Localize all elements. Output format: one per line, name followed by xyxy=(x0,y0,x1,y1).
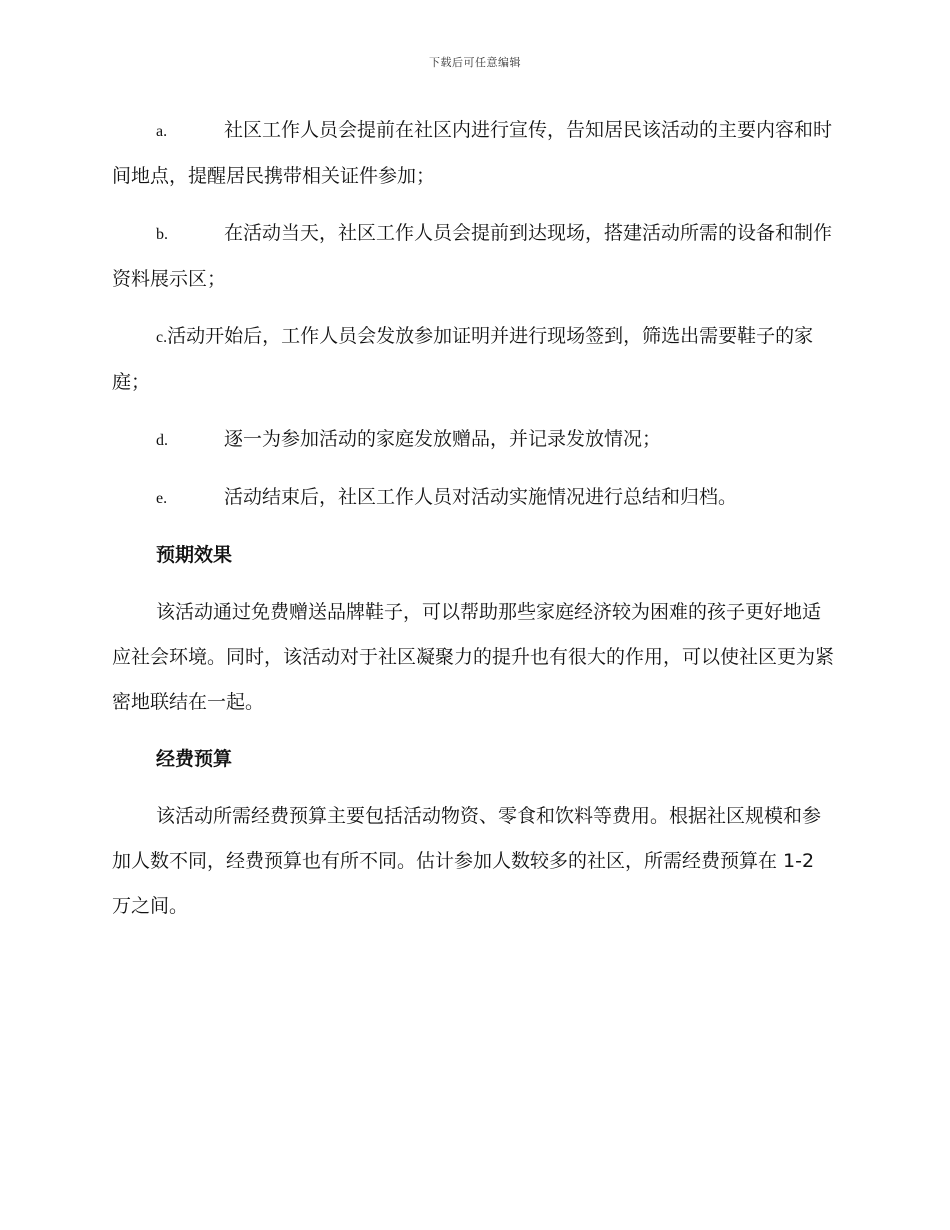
list-item xyxy=(112,417,834,463)
list-item xyxy=(112,475,834,521)
list-item xyxy=(112,108,834,199)
list-item-text: 在活动当天，社区工作人员会提前到达现场，搭建活动所需的设备和制作资料展示区； xyxy=(112,222,833,290)
list-item-text: 社区工作人员会提前在社区内进行宣传，告知居民该活动的主要内容和时间地点，提醒居民携带相关证件参加； xyxy=(112,119,833,187)
list-marker: e. xyxy=(156,490,168,507)
list-item-text: 活动结束后，社区工作人员对活动实施情况进行总结和归档。 xyxy=(224,486,738,508)
page-header: 下载后可任意编辑 xyxy=(429,56,521,69)
list-item xyxy=(112,211,834,302)
section-paragraph-budget: 该活动所需经费预算主要包括活动物资、零食和饮料等费用。根据社区规模和参加人数不同，经费预算也有所不同。估计参加人数较多的社区，所需经费预算在 1-2 万之间。 xyxy=(112,805,822,917)
section-heading-budget: 经费预算 xyxy=(156,748,233,770)
document-body xyxy=(112,108,834,941)
list-marker: b. xyxy=(156,226,168,243)
list-marker: a. xyxy=(156,123,168,140)
list-marker: d. xyxy=(156,432,168,449)
section-paragraph-expected-effect: 该活动通过免费赠送品牌鞋子，可以帮助那些家庭经济较为困难的孩子更好地适应社会环境。同时，该活动对于社区凝聚力的提升也有很大的作用，可以使社区更为紧密地联结在一起。 xyxy=(112,601,835,713)
list-item-text: 活动开始后，工作人员会发放参加证明并进行现场签到，筛选出需要鞋子的家庭； xyxy=(112,325,814,393)
list-marker: c. xyxy=(156,329,168,346)
section-heading-expected-effect: 预期效果 xyxy=(156,544,233,566)
list-item-text: 逐一为参加活动的家庭发放赠品，并记录发放情况； xyxy=(224,428,662,450)
list-item xyxy=(112,314,834,405)
